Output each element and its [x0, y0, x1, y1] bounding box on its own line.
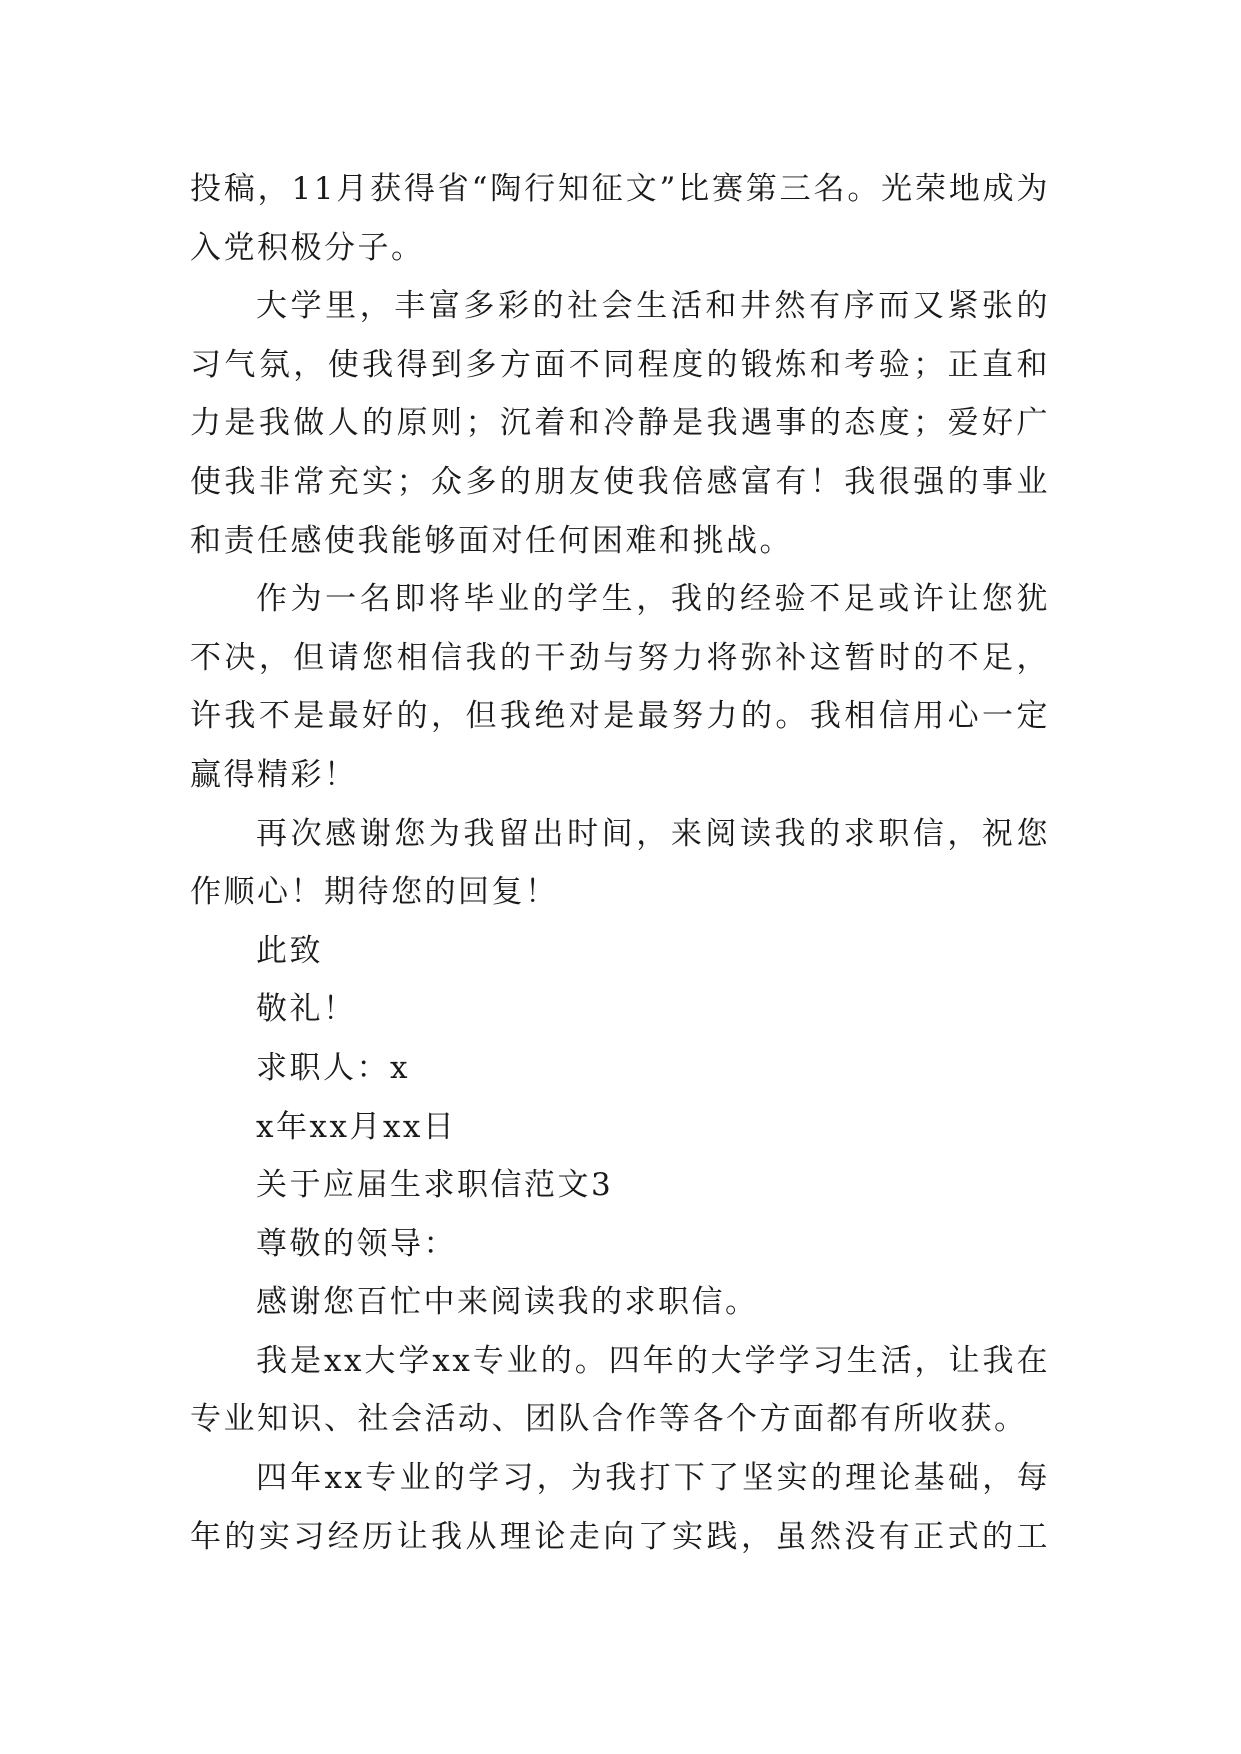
text-line: 力是我做人的原则；沉着和冷静是我遇事的态度；爱好广: [190, 405, 1050, 442]
closing-regards: 敬礼！: [256, 991, 357, 1028]
text-line: 使我非常充实；众多的朋友使我倍感富有！我很强的事业: [190, 463, 1050, 500]
text-line: 入党积极分子。: [190, 229, 425, 266]
section-title: 关于应届生求职信范文3: [256, 1167, 614, 1204]
text-line: 习气氛，使我得到多方面不同程度的锻炼和考验；正直和: [190, 346, 1050, 383]
text-line: 不决，但请您相信我的干劲与努力将弥补这暂时的不足，: [190, 639, 1050, 676]
text-line: 作顺心！期待您的回复！: [190, 874, 559, 911]
text-line: 感谢您百忙中来阅读我的求职信。: [256, 1284, 759, 1321]
text-line: 年的实习经历让我从理论走向了实践，虽然没有正式的工: [190, 1518, 1050, 1555]
greeting: 尊敬的领导：: [256, 1225, 457, 1262]
paragraph-start-line: 我是xx大学xx专业的。四年的大学学习生活，让我在: [256, 1342, 1050, 1379]
paragraph-start-line: 再次感谢您为我留出时间，来阅读我的求职信，祝您: [256, 815, 1050, 852]
letter-date: x年xx月xx日: [256, 1108, 457, 1145]
paragraph-start-line: 大学里，丰富多彩的社会生活和井然有序而又紧张的: [256, 288, 1050, 325]
paragraph-start-line: 作为一名即将毕业的学生，我的经验不足或许让您犹: [256, 581, 1050, 618]
text-line: 专业知识、社会活动、团队合作等各个方面都有所收获。: [190, 1401, 1028, 1438]
paragraph-start-line: 四年xx专业的学习，为我打下了坚实的理论基础，每: [256, 1460, 1050, 1497]
document-page: [190, 160, 1050, 1566]
text-line: 许我不是最好的，但我绝对是最努力的。我相信用心一定: [190, 698, 1050, 735]
applicant-name: 求职人：x: [256, 1049, 410, 1086]
closing-salutation: 此致: [256, 932, 323, 969]
text-line: 和责任感使我能够面对任何困难和挑战。: [190, 522, 793, 559]
text-line: 赢得精彩！: [190, 756, 358, 793]
text-line: 投稿，11月获得省“陶行知征文”比赛第三名。光荣地成为: [190, 171, 1050, 207]
